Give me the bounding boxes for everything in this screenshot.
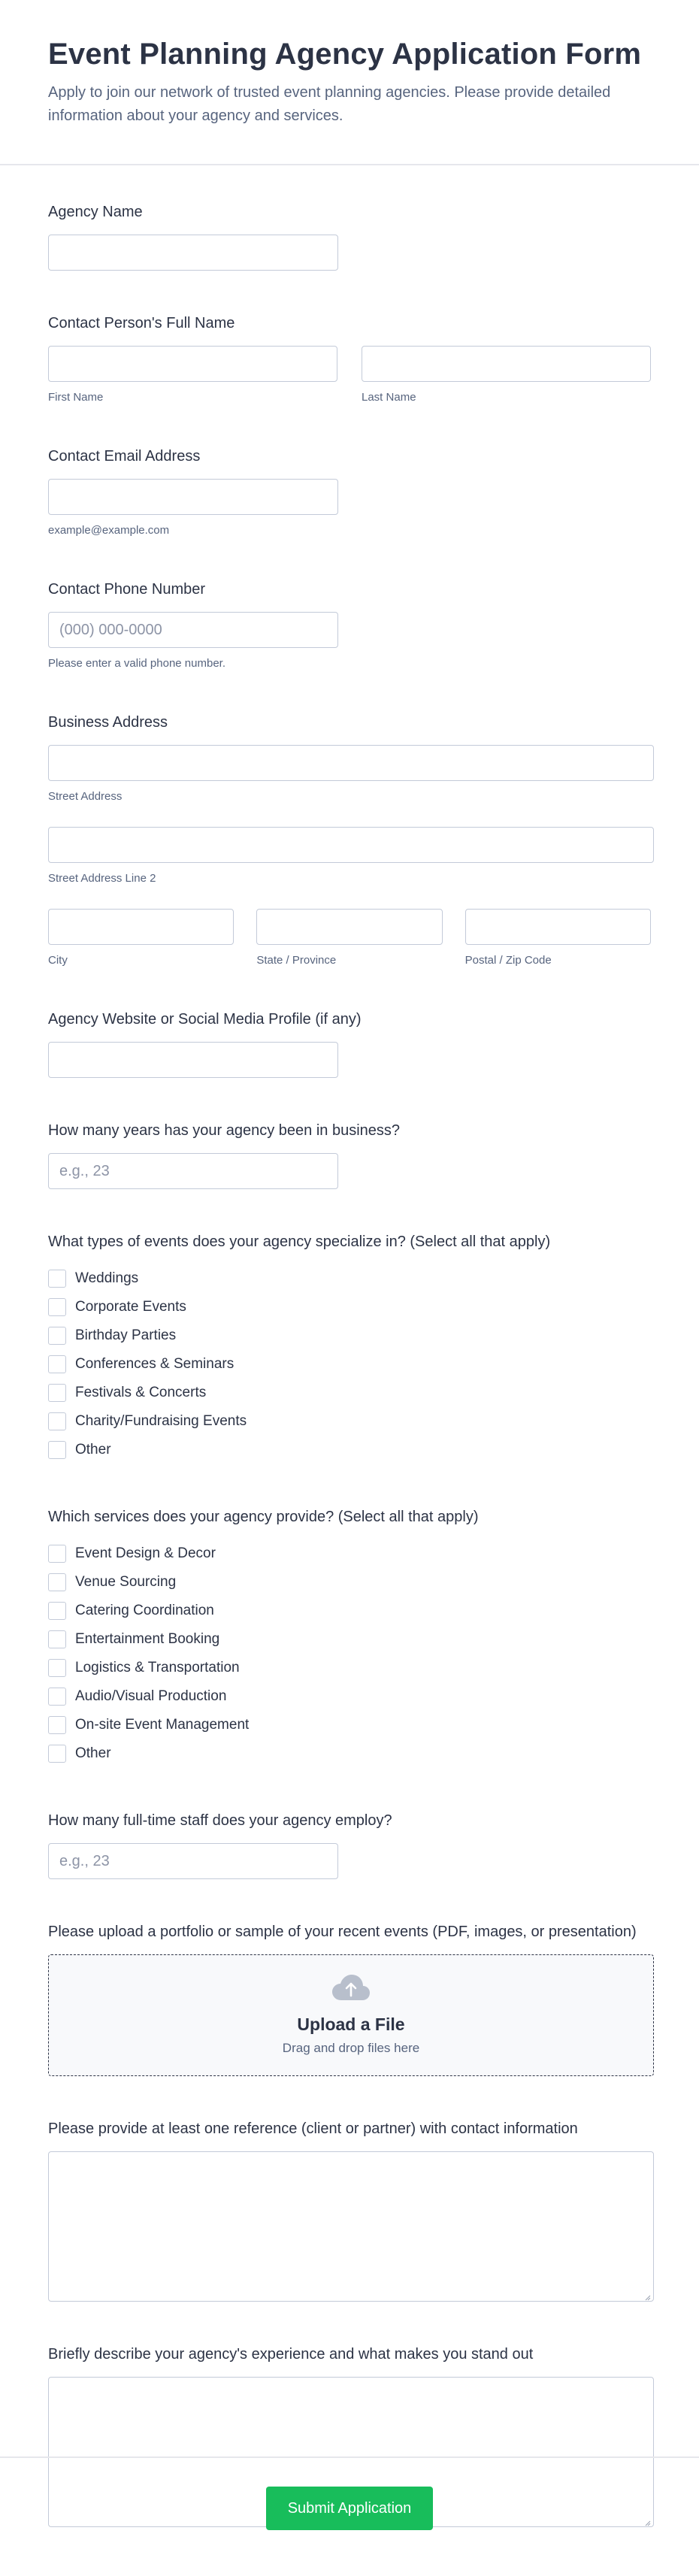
first-name-input[interactable] xyxy=(48,346,337,382)
service-option[interactable] xyxy=(48,1739,651,1768)
resize-handle-icon[interactable] xyxy=(643,2291,651,2299)
option-label: Other xyxy=(75,1442,111,1458)
last-name-input[interactable] xyxy=(362,346,651,382)
agency-name-field xyxy=(48,201,651,271)
event-types-list xyxy=(48,1264,651,1464)
services-field xyxy=(48,1506,651,1768)
street-address-line2-sublabel: Street Address Line 2 xyxy=(48,872,156,885)
email-field xyxy=(48,446,651,537)
option-label: Logistics & Transportation xyxy=(75,1660,240,1675)
phone-input[interactable]: (000) 000-0000 xyxy=(48,612,338,648)
option-label: Other xyxy=(75,1745,111,1761)
street-address-line2-input[interactable] xyxy=(48,827,654,863)
service-option[interactable] xyxy=(48,1682,651,1711)
references-textarea[interactable] xyxy=(48,2151,654,2302)
phone-field xyxy=(48,579,651,670)
address-label: Business Address xyxy=(48,714,168,731)
option-label: Catering Coordination xyxy=(75,1603,214,1618)
option-label: Corporate Events xyxy=(75,1299,186,1315)
staff-label: How many full-time staff does your agency employ? xyxy=(48,1812,392,1829)
option-label: Festivals & Concerts xyxy=(75,1385,207,1400)
event-type-option[interactable] xyxy=(48,1350,651,1379)
form-footer xyxy=(0,2456,699,2576)
state-sublabel: State / Province xyxy=(256,954,337,967)
option-label: Event Design & Decor xyxy=(75,1545,216,1561)
experience-label: Briefly describe your agency's experience and what makes you stand out xyxy=(48,2346,534,2363)
email-label: Contact Email Address xyxy=(48,448,201,465)
portfolio-label: Please upload a portfolio or sample of your recent events (PDF, images, or presentation) xyxy=(48,1924,637,1940)
form-title: Event Planning Agency Application Form xyxy=(48,38,642,71)
city-sublabel: City xyxy=(48,954,68,967)
phone-sublabel: Please enter a valid phone number. xyxy=(48,657,225,670)
service-option[interactable] xyxy=(48,1654,651,1682)
option-label: Audio/Visual Production xyxy=(75,1688,227,1704)
event-type-option[interactable] xyxy=(48,1379,651,1407)
checkbox[interactable] xyxy=(48,1298,66,1316)
event-type-option[interactable] xyxy=(48,1293,651,1321)
file-upload-dropzone[interactable] xyxy=(48,1954,654,2076)
option-label: Entertainment Booking xyxy=(75,1631,220,1647)
portfolio-field xyxy=(48,1921,651,2076)
years-input[interactable]: e.g., 23 xyxy=(48,1153,338,1189)
phone-label: Contact Phone Number xyxy=(48,581,206,598)
references-label: Please provide at least one reference (client or partner) with contact information xyxy=(48,2120,578,2137)
checkbox[interactable] xyxy=(48,1602,66,1620)
postal-sublabel: Postal / Zip Code xyxy=(464,954,552,967)
checkbox[interactable] xyxy=(48,1545,66,1563)
event-type-option[interactable] xyxy=(48,1436,651,1464)
checkbox[interactable] xyxy=(48,1270,66,1288)
years-field xyxy=(48,1120,651,1189)
last-name-sublabel: Last Name xyxy=(362,391,416,404)
option-label: Venue Sourcing xyxy=(75,1574,177,1590)
references-field xyxy=(48,2118,651,2302)
checkbox[interactable] xyxy=(48,1659,66,1677)
agency-name-input[interactable] xyxy=(48,235,338,271)
event-type-option[interactable] xyxy=(48,1264,651,1293)
checkbox[interactable] xyxy=(48,1355,66,1373)
services-list xyxy=(48,1539,651,1768)
website-label: Agency Website or Social Media Profile (if any) xyxy=(48,1011,362,1028)
checkbox[interactable] xyxy=(48,1412,66,1430)
services-label: Which services does your agency provide? (Select all that apply) xyxy=(48,1509,479,1525)
option-label: Conferences & Seminars xyxy=(75,1356,235,1372)
upload-title: Upload a File xyxy=(297,2014,405,2034)
street-address-sublabel: Street Address xyxy=(48,790,123,803)
website-input[interactable] xyxy=(48,1042,338,1078)
option-label: Birthday Parties xyxy=(75,1327,177,1343)
service-option[interactable] xyxy=(48,1568,651,1597)
checkbox[interactable] xyxy=(48,1716,66,1734)
option-label: On-site Event Management xyxy=(75,1717,250,1733)
email-input[interactable] xyxy=(48,479,338,515)
service-option[interactable] xyxy=(48,1539,651,1568)
service-option[interactable] xyxy=(48,1625,651,1654)
contact-name-label: Contact Person's Full Name xyxy=(48,315,235,331)
option-label: Charity/Fundraising Events xyxy=(75,1413,247,1429)
form-body xyxy=(0,165,699,2527)
address-field xyxy=(48,712,651,967)
staff-field xyxy=(48,1810,651,1879)
service-option[interactable] xyxy=(48,1711,651,1739)
first-name-sublabel: First Name xyxy=(48,391,104,404)
option-label: Weddings xyxy=(75,1270,139,1286)
checkbox[interactable] xyxy=(48,1384,66,1402)
event-type-option[interactable] xyxy=(48,1321,651,1350)
cloud-upload-icon xyxy=(332,1975,370,2005)
upload-hint: Drag and drop files here xyxy=(282,2041,420,2055)
postal-input[interactable] xyxy=(465,909,651,945)
years-label: How many years has your agency been in business? xyxy=(48,1122,401,1139)
city-input[interactable] xyxy=(48,909,234,945)
contact-name-field xyxy=(48,313,651,404)
service-option[interactable] xyxy=(48,1597,651,1625)
state-input[interactable] xyxy=(256,909,442,945)
checkbox[interactable] xyxy=(48,1630,66,1648)
staff-input[interactable]: e.g., 23 xyxy=(48,1843,338,1879)
event-types-label: What types of events does your agency specialize in? (Select all that apply) xyxy=(48,1234,551,1250)
form-header xyxy=(0,0,699,165)
checkbox[interactable] xyxy=(48,1327,66,1345)
event-type-option[interactable] xyxy=(48,1407,651,1436)
email-sublabel: example@example.com xyxy=(48,524,170,537)
agency-name-label: Agency Name xyxy=(48,204,143,220)
website-field xyxy=(48,1009,651,1078)
checkbox[interactable] xyxy=(48,1745,66,1763)
submit-application-button[interactable]: Submit Application xyxy=(266,2487,433,2530)
checkbox[interactable] xyxy=(48,1688,66,1706)
form-description: Apply to join our network of trusted event planning agencies. Please provide detailed information about your agency and services. xyxy=(48,84,611,124)
event-types-field xyxy=(48,1231,651,1464)
checkbox[interactable] xyxy=(48,1573,66,1591)
checkbox[interactable] xyxy=(48,1441,66,1459)
street-address-input[interactable] xyxy=(48,745,654,781)
